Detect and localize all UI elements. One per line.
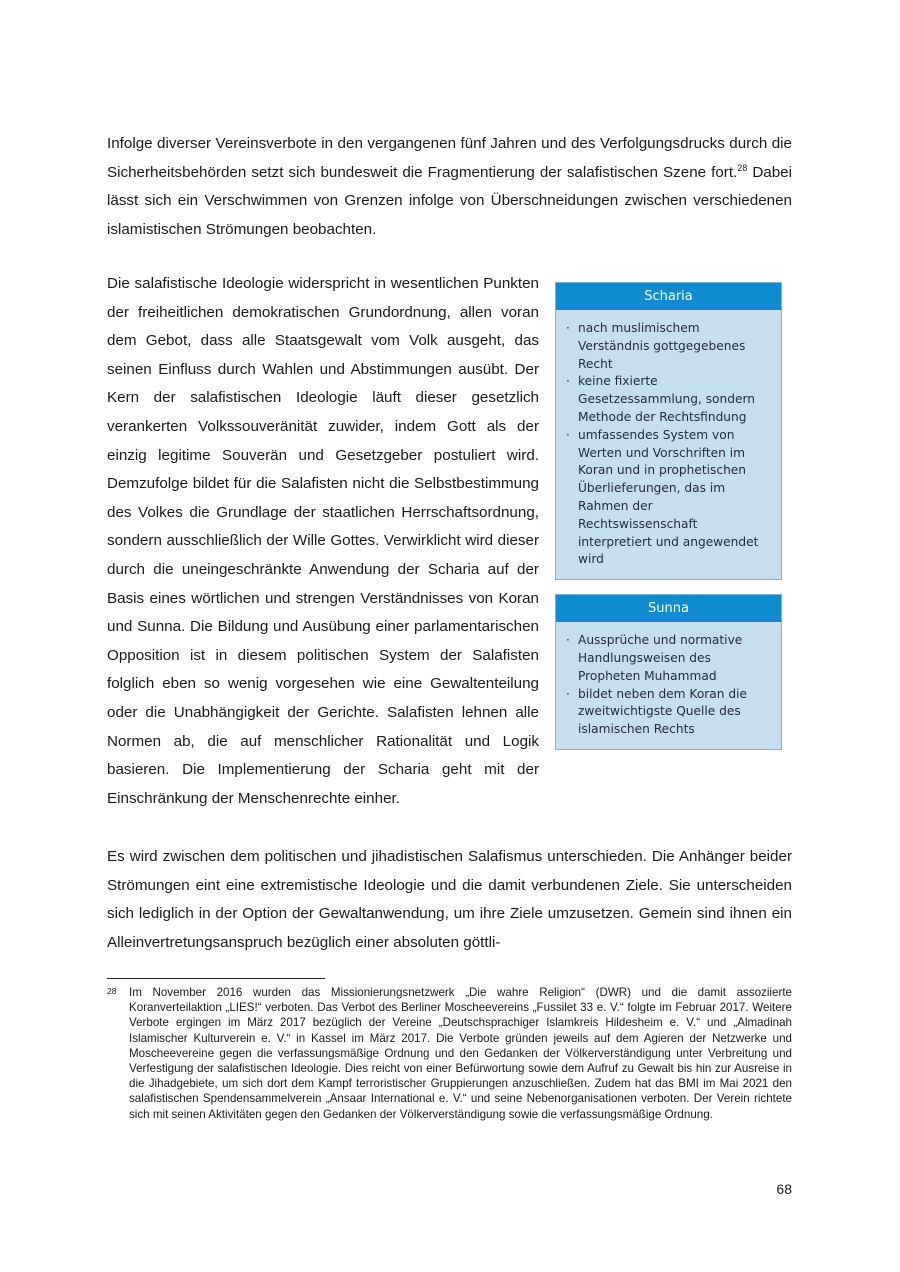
paragraph-text: Dabei lässt sich ein Verschwimmen von Grenzen infolge von Überschneidungen zwischen verschiedenen islamistischen Strömungen beobachten.	[107, 163, 793, 238]
scharia-definition-list	[556, 310, 781, 579]
footnote-number: 28	[107, 986, 117, 996]
sunna-definition-list	[556, 622, 781, 749]
sunna-definition-box	[555, 594, 782, 750]
paragraph-ideology	[107, 270, 792, 813]
list-item: · bildet neben dem Koran die zweitwichtigste Quelle des islamischen Rechts	[566, 686, 773, 739]
footnote-reference[interactable]: 28	[737, 162, 748, 173]
paragraph-text: Die salafistische Ideologie widerspricht in wesentlichen Punkten der freiheitlichen demokratischen Grundordnung, allen voran dem Gebot, dass alle Staatsgewalt vom Volk ausgeht, das seinen Einfluss durch Wahlen und Abstimmungen ausübt. Der Kern der salafistischen Ideologie läuft dieser gesetzlich verankerten Volkssouveränität zuwider, indem Gott als der einzig legitime Souverän und Gesetzgeber postuliert wird. Demzufolge bildet für die Salafisten nicht die Selbstbestimmung des Volkes die Grundlage der staatlichen Herrschaftsordnung, sondern ausschließlich der Wille Gottes. Verwirklicht wird dieser durch die uneingeschränkte Anwendung der Scharia auf der Basis eines wörtlichen und strengen Verständnisses von Koran und Sunna. Die Bildung und Ausübung einer parlamentarischen Opposition ist in diesem politischen System der Salafisten folglich eben so wenig vorgesehen wie eine Gewaltenteilung oder die Unabhängigkeit der Gerichte. Salafisten lehnen alle Normen ab, die auf menschlicher Rationalität und Logik basieren. Die Implementierung der Scharia geht mit der Einschränkung der Menschenrechte einher.	[107, 275, 539, 807]
footnote-divider	[107, 978, 325, 979]
scharia-definition-box	[555, 282, 782, 580]
page-number: 68	[776, 1181, 792, 1197]
list-item: · Aussprüche und normative Handlungsweisen des Propheten Muhammad	[566, 632, 773, 685]
scharia-box-title: Scharia	[556, 283, 781, 310]
definition-sidebar	[555, 282, 782, 764]
footnote-text: Im November 2016 wurden das Missionierungsnetzwerk „Die wahre Religion“ (DWR) und die damit assoziierte Koranverteilaktion „LIES!“ verboten. Das Verbot des Berliner Moscheevereins „Fussilet 33 e. V.“ folgte im Februar 2017. Weitere Verbote ergingen im März 2017 bezüglich der Vereine „Deutschsprachiger Islamkreis Hildesheim e. V.“ und „Almadinah Islamischer Kulturverein e. V.“ in Kassel im März 2017. Die Verbote gründen jeweils auf dem Agieren der Netzwerke und Moscheevereine gegen die verfassungsmäßige Ordnung und den Gedanken der Völkerverständigung unter Verbreitung und Verfestigung der salafistischen Ideologie. Dies reicht von einer Befürwortung sowie dem Aufruf zu Gewalt bis hin zur Ausreise in die Jihadgebiete, um sich dort dem Kampf terroristischer Gruppierungen anzuschließen. Zudem hat das BMI im Mai 2021 den salafistischen Spendensammelverein „Ansaar International e. V.“ und seine Nebenorganisationen verboten. Der Verein richtete sich mit seinen Aktivitäten gegen den Gedanken der Völkerverständigung sowie die verfassungsmäßige Ordnung.	[129, 986, 792, 1121]
list-item: · keine fixierte Gesetzessammlung, sondern Methode der Rechtsfindung	[566, 373, 773, 426]
paragraph-text: Infolge diverser Vereinsverbote in den vergangenen fünf Jahren und des Verfolgungsdrucks durch die Sicherheitsbehörden setzt sich bundesweit die Fragmentierung der salafistischen Szene fort.	[107, 135, 792, 181]
footnote	[107, 985, 792, 1122]
list-item: · nach muslimischem Verständnis gottgegebenes Recht	[566, 320, 773, 373]
list-item: · umfassendes System von Werten und Vorschriften im Koran und in prophetischen Überlieferungen, das im Rahmen der Rechtswissenschaft interpretiert und angewendet wird	[566, 427, 773, 569]
sunna-box-title: Sunna	[556, 595, 781, 622]
paragraph-salafism-types: Es wird zwischen dem politischen und jihadistischen Salafismus unterschieden. Die Anhänger beider Strömungen eint eine extremistische Ideologie und die damit verbundenen Ziele. Sie unterscheiden sich lediglich in der Option der Gewaltanwendung, um ihre Ziele umzusetzen. Gemein sind ihnen ein Alleinvertretungsanspruch bezüglich einer absoluten göttli-	[107, 848, 792, 951]
paragraph-fragmentation	[107, 130, 792, 244]
